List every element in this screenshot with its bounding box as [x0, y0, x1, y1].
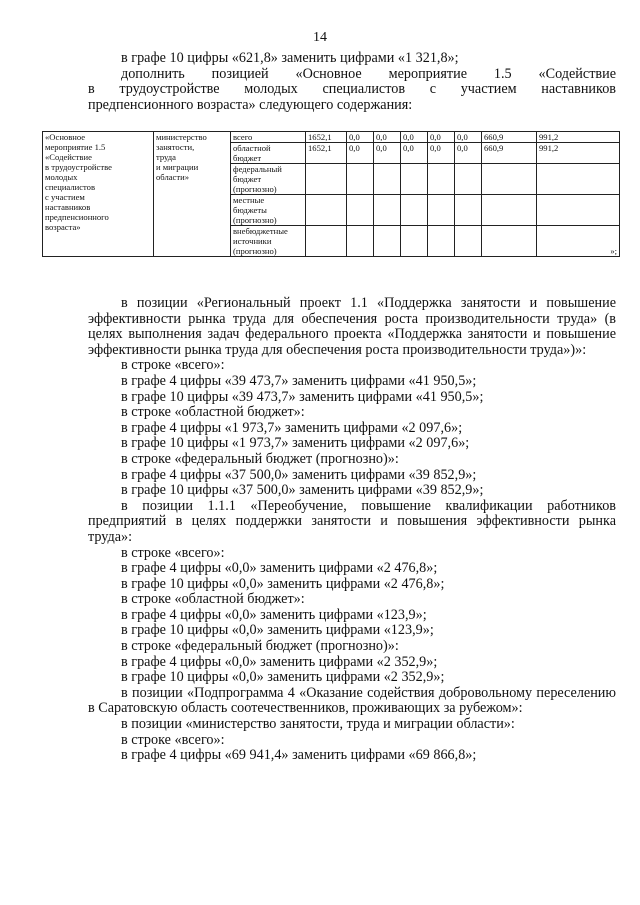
- event-name-line: в трудоустройстве: [45, 162, 112, 172]
- value-cell: [347, 226, 374, 257]
- executor-line: министерство: [156, 132, 207, 142]
- executor-line: области»: [156, 172, 190, 182]
- paragraph: в позиции «Подпрограмма 4 «Оказание содействия добровольному переселению в Саратовскую область соотечественников, проживающих за рубежом»:: [88, 684, 616, 717]
- intro-line-4: предпенсионного возраста» следующего содержания:: [88, 96, 413, 113]
- funding-source-line: (прогнозно): [233, 246, 277, 256]
- value-cell: [482, 164, 537, 195]
- value-cell: 0,0: [428, 132, 455, 143]
- value-cell: 1652,1: [306, 132, 347, 143]
- intro-line-1: в графе 10 цифры «621,8» заменить цифрами «1 321,8»;: [121, 50, 459, 66]
- page-number: 14: [313, 30, 327, 45]
- paragraph: в графе 4 цифры «39 473,7» заменить цифрами «41 950,5»;: [121, 372, 477, 389]
- value-cell: [537, 226, 620, 257]
- value-cell: 991,2: [537, 143, 620, 164]
- value-cell: [482, 226, 537, 257]
- closing-quote: »;: [610, 246, 617, 256]
- paragraph: в графе 10 цифры «1 973,7» заменить цифрами «2 097,6»;: [121, 435, 470, 452]
- funding-source-cell: [231, 143, 306, 164]
- funding-source-line: всего: [233, 132, 253, 142]
- paragraph: в графе 4 цифры «0,0» заменить цифрами «2 476,8»;: [121, 560, 438, 577]
- funding-source-line: бюджет: [233, 174, 262, 184]
- event-name-line: молодых: [45, 172, 78, 182]
- funding-source-line: (прогнозно): [233, 215, 277, 225]
- paragraph: в строке «всего»:: [121, 357, 225, 374]
- paragraph: в графе 4 цифры «37 500,0» заменить цифрами «39 852,9»;: [121, 466, 477, 483]
- event-name-line: с участием: [45, 192, 85, 202]
- intro-line-2: дополнить позицией «Основное мероприятие 1.5 «Содействие: [121, 65, 616, 82]
- event-name-line: предпенсионного: [45, 212, 109, 222]
- value-cell: 0,0: [455, 132, 482, 143]
- value-cell: [537, 164, 620, 195]
- value-cell: [455, 195, 482, 226]
- value-cell: [306, 164, 347, 195]
- value-cell: [428, 195, 455, 226]
- paragraph: в строке «областной бюджет»:: [121, 404, 305, 421]
- value-cell: [374, 195, 401, 226]
- schedule-table: [42, 131, 620, 257]
- value-cell: [306, 195, 347, 226]
- value-cell: [455, 226, 482, 257]
- value-cell: [347, 195, 374, 226]
- event-name-cell: [43, 132, 154, 257]
- paragraph: в графе 10 цифры «37 500,0» заменить цифрами «39 852,9»;: [121, 482, 484, 499]
- value-cell: [401, 195, 428, 226]
- value-cell: 0,0: [401, 143, 428, 164]
- value-cell: [306, 226, 347, 257]
- event-name-line: «Основное: [45, 132, 86, 142]
- funding-source-cell: [231, 164, 306, 195]
- value-cell: [401, 164, 428, 195]
- funding-source-line: источники: [233, 236, 272, 246]
- value-cell: 1652,1: [306, 143, 347, 164]
- paragraphs-block: [88, 296, 616, 764]
- paragraph: в позиции «Региональный проект 1.1 «Поддержка занятости и повышение эффективности рынка труда для обеспечения роста производительности труда» (в целях выполнения задач федерального проекта «Поддержка занятости и повышение эффективности рынка труда для обеспечения роста производительности труда»)»:: [88, 295, 616, 358]
- value-cell: 0,0: [347, 132, 374, 143]
- event-name-line: наставников: [45, 202, 91, 212]
- funding-source-line: федеральный: [233, 164, 282, 174]
- table-row: [43, 132, 620, 143]
- funding-source-line: внебюджетные: [233, 226, 288, 236]
- funding-source-cell: [231, 195, 306, 226]
- value-cell: [347, 164, 374, 195]
- funding-source-line: местные: [233, 195, 265, 205]
- paragraph: в позиции «министерство занятости, труда и миграции области»:: [121, 716, 515, 733]
- paragraph: в графе 10 цифры «0,0» заменить цифрами «123,9»;: [121, 622, 434, 639]
- value-cell: 660,9: [482, 132, 537, 143]
- value-cell: [482, 195, 537, 226]
- value-cell: [455, 164, 482, 195]
- value-cell: 0,0: [374, 132, 401, 143]
- value-cell: [374, 164, 401, 195]
- paragraph: в графе 4 цифры «0,0» заменить цифрами «123,9»;: [121, 606, 427, 623]
- intro-line-3: в трудоустройстве молодых специалистов с участием наставников: [88, 81, 616, 98]
- paragraph: в строке «федеральный бюджет (прогнозно)»:: [121, 638, 399, 655]
- executor-cell: [154, 132, 231, 257]
- paragraph: в графе 4 цифры «0,0» заменить цифрами «2 352,9»;: [121, 653, 438, 670]
- paragraph: в графе 4 цифры «69 941,4» заменить цифрами «69 866,8»;: [121, 747, 477, 764]
- paragraph: в графе 4 цифры «1 973,7» заменить цифрами «2 097,6»;: [121, 419, 463, 436]
- executor-line: труда: [156, 152, 176, 162]
- paragraph: в строке «областной бюджет»:: [121, 591, 305, 608]
- funding-source-cell: [231, 226, 306, 257]
- paragraph: в строке «всего»:: [121, 544, 225, 561]
- event-name-line: специалистов: [45, 182, 96, 192]
- value-cell: [401, 226, 428, 257]
- event-name-line: мероприятие 1.5: [45, 142, 106, 152]
- executor-line: и миграции: [156, 162, 199, 172]
- paragraph: в графе 10 цифры «0,0» заменить цифрами «2 476,8»;: [121, 575, 445, 592]
- value-cell: 991,2: [537, 132, 620, 143]
- paragraph: в строке «федеральный бюджет (прогнозно)»:: [121, 450, 399, 467]
- value-cell: 0,0: [374, 143, 401, 164]
- value-cell: 660,9: [482, 143, 537, 164]
- paragraph: в строке «всего»:: [121, 731, 225, 748]
- value-cell: 0,0: [401, 132, 428, 143]
- value-cell: 0,0: [428, 143, 455, 164]
- event-name-line: возраста»: [45, 222, 81, 232]
- value-cell: 0,0: [455, 143, 482, 164]
- funding-source-cell: [231, 132, 306, 143]
- intro-block: [88, 51, 616, 113]
- value-cell: [428, 226, 455, 257]
- paragraph: в графе 10 цифры «39 473,7» заменить цифрами «41 950,5»;: [121, 388, 484, 405]
- funding-source-line: бюджеты: [233, 205, 267, 215]
- funding-source-line: областной: [233, 143, 271, 153]
- value-cell: [537, 195, 620, 226]
- value-cell: 0,0: [347, 143, 374, 164]
- event-name-line: «Содействие: [45, 152, 92, 162]
- value-cell: [428, 164, 455, 195]
- value-cell: [374, 226, 401, 257]
- executor-line: занятости,: [156, 142, 195, 152]
- paragraph: в графе 10 цифры «0,0» заменить цифрами «2 352,9»;: [121, 669, 445, 686]
- funding-source-line: бюджет: [233, 153, 262, 163]
- funding-source-line: (прогнозно): [233, 184, 277, 194]
- paragraph: в позиции 1.1.1 «Переобучение, повышение квалификации работников предприятий в целях поддержки занятости и повышения эффективности рынка труда»:: [88, 497, 616, 545]
